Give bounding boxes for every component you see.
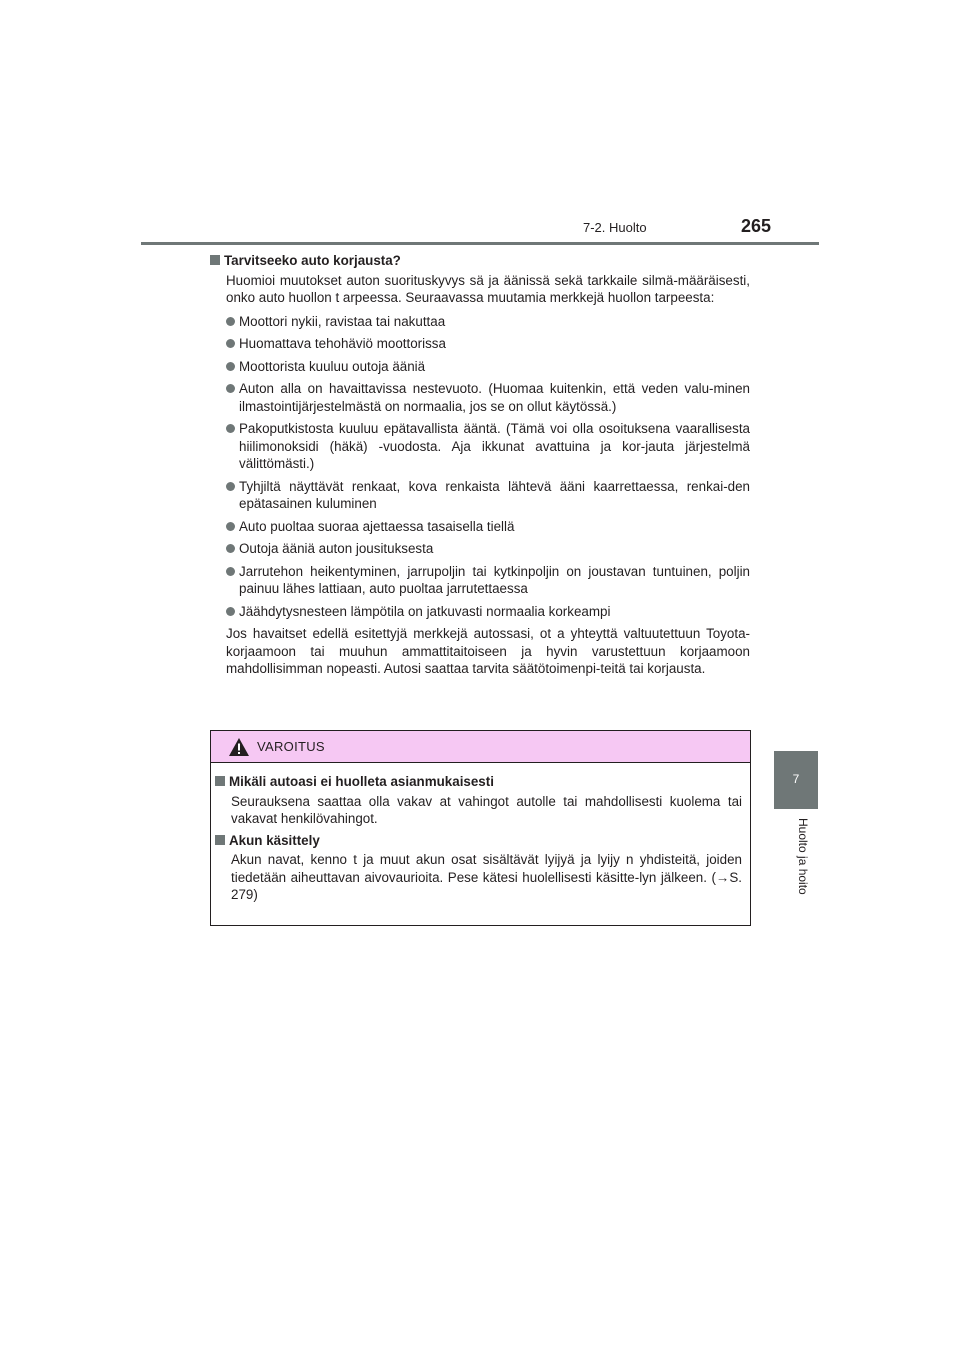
section-heading xyxy=(210,252,750,270)
warning-section-heading-text: Mikäli autoasi ei huolleta asianmukaisesti xyxy=(229,774,494,789)
round-bullet-icon xyxy=(226,317,235,326)
list-item xyxy=(226,358,750,376)
list-item xyxy=(226,540,750,558)
list-item-text: Tyhjiltä näyttävät renkaat, kova renkaista lähtevä ääni kaarrettaessa, renkai-den epätasainen kuluminen xyxy=(239,478,750,511)
list-item xyxy=(226,603,750,621)
intro-paragraph: Huomioi muutokset auton suorituskyvys sä ja äänissä sekä tarkkaile silmä-määräisesti, onko auto huollon t arpeessa. Seuraavassa muutamia merkkejä huollon tarpeesta: xyxy=(226,272,750,305)
round-bullet-icon xyxy=(226,384,235,393)
warning-section-heading xyxy=(215,832,742,850)
closing-paragraph: Jos havaitset edellä esitettyjä merkkejä autossasi, ot a yhteyttä valtuutettuun Toyota-korjaamoon tai muuhun ammattitaitoiseen ja hyvin varustettuun korjaamoon mahdollisimman nopeasti. Autosi saattaa tarvita säätötoimenpi-teitä tai korjausta. xyxy=(226,626,750,676)
warning-section-heading xyxy=(215,773,742,791)
list-item-text: Jäähdytysnesteen lämpötila on jatkuvasti normaalia korkeampi xyxy=(239,603,611,619)
list-item-text: Auton alla on havaittavissa nestevuoto. (Huomaa kuitenkin, että veden valu-minen ilmastointijärjestelmästä on normaalia, jos se on ollut käytössä.) xyxy=(239,381,750,414)
list-item xyxy=(226,380,750,415)
round-bullet-icon xyxy=(226,339,235,348)
round-bullet-icon xyxy=(226,607,235,616)
list-item xyxy=(226,563,750,598)
round-bullet-icon xyxy=(226,424,235,433)
list-item xyxy=(226,335,750,353)
list-item-text: Pakoputkistosta kuuluu epätavallista ääntä. (Tämä voi olla osoituksena vaarallisesta hiilimonoksidi (häkä) -vuodosta. Aja ikkunat avattuina ja kor-jauta järjestelmä välittömästi.) xyxy=(239,421,750,471)
round-bullet-icon xyxy=(226,544,235,553)
round-bullet-icon xyxy=(226,482,235,491)
chapter-number: 7 xyxy=(792,772,800,786)
main-content xyxy=(210,252,750,684)
list-item-text: Moottorista kuuluu outoja ääniä xyxy=(239,358,426,374)
list-item-text: Moottori nykii, ravistaa tai nakuttaa xyxy=(239,313,446,329)
section-heading-text: Tarvitseeko auto korjausta? xyxy=(224,253,401,268)
chapter-title: Huolto ja hoito xyxy=(796,818,810,895)
warning-box xyxy=(210,730,751,926)
list-item xyxy=(226,313,750,331)
list-item-text: Outoja ääniä auton jousituksesta xyxy=(239,541,434,556)
page-number: 265 xyxy=(741,216,772,236)
warning-triangle-icon xyxy=(228,737,250,757)
warning-body xyxy=(211,763,750,904)
chapter-tab xyxy=(774,751,818,809)
warning-section-text: Akun navat, kenno t ja muut akun osat sisältävät lyijyä ja lyijy n yhdisteitä, joiden tiedetään aiheuttavan aivovaurioita. Pese kätesi huolellisesti käsitte-lyn jälkeen. (→S. 279) xyxy=(231,852,742,902)
header-rule xyxy=(141,242,819,245)
list-item-text: Huomattava tehohäviö moottorissa xyxy=(239,336,446,351)
warning-section-heading-text: Akun käsittely xyxy=(229,832,320,848)
round-bullet-icon xyxy=(226,567,235,576)
warning-title: VAROITUS xyxy=(257,739,325,754)
warning-section-text: Seurauksena saattaa olla vakav at vahingot autolle tai mahdollisesti kuolema tai vakavat henkilövahingot. xyxy=(231,793,742,826)
list-item-text: Jarrutehon heikentyminen, jarrupoljin tai kytkinpoljin on joustavan tuntuinen, poljin painuu lähes lattiaan, auto puoltaa jarrutettaessa xyxy=(239,563,750,596)
list-item-text: Auto puoltaa suoraa ajettaessa tasaisella tiellä xyxy=(239,518,515,534)
square-bullet-icon xyxy=(215,835,225,845)
list-item xyxy=(226,518,750,536)
square-bullet-icon xyxy=(215,776,225,786)
warning-header xyxy=(211,731,750,763)
round-bullet-icon xyxy=(226,522,235,531)
square-bullet-icon xyxy=(210,255,220,265)
list-item xyxy=(226,420,750,473)
round-bullet-icon xyxy=(226,362,235,371)
list-item xyxy=(226,478,750,513)
header-section: 7-2. Huolto xyxy=(583,220,647,235)
